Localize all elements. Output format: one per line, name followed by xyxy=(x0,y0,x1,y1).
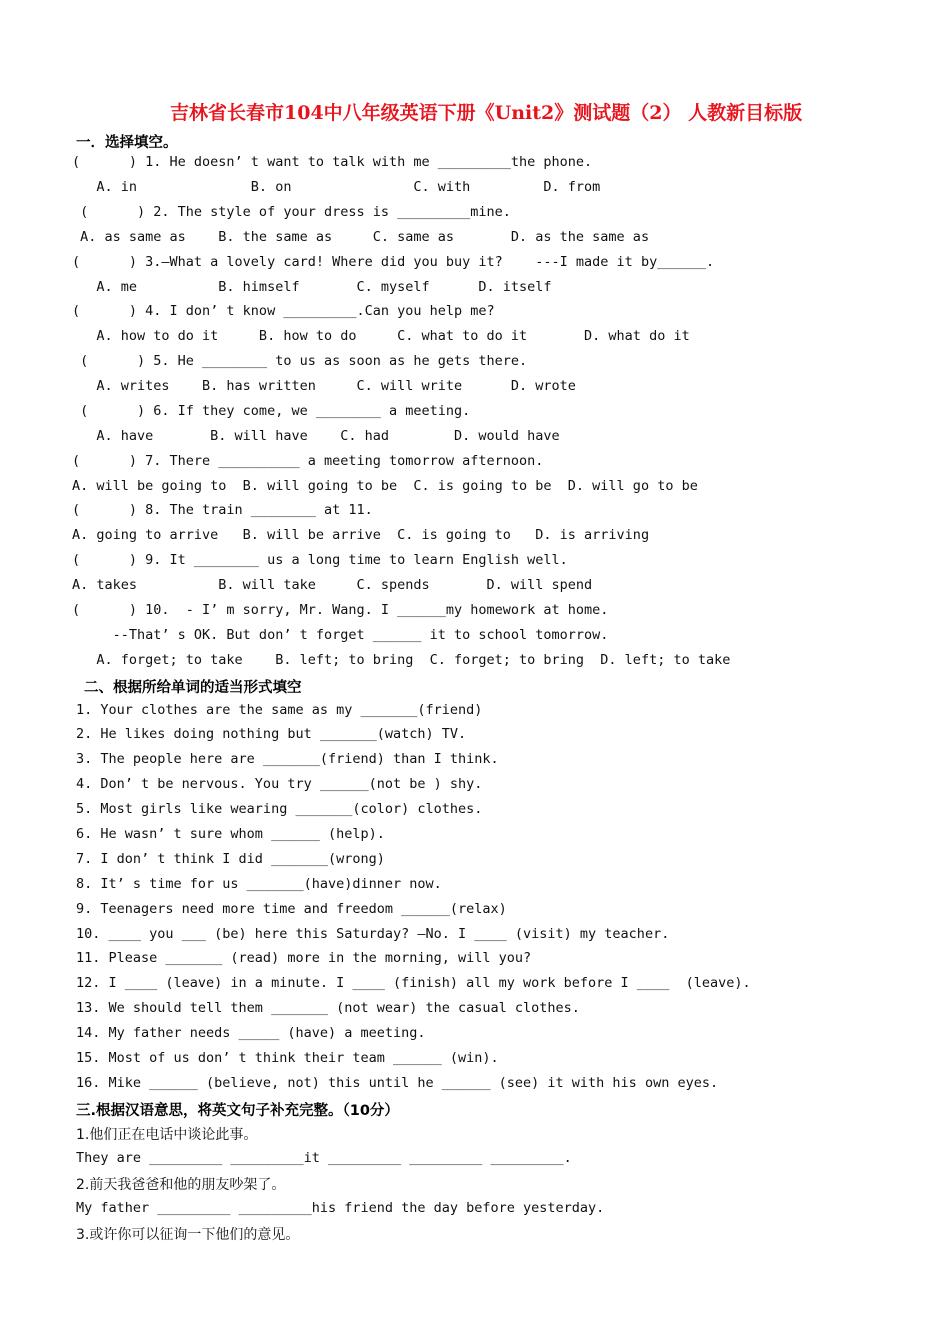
question-line: ( ) 6. If they come, we ________ a meeting. xyxy=(72,403,471,419)
fill-in-line: 3. The people here are _______(friend) than I think. xyxy=(76,751,499,767)
document-title: 吉林省长春市104中八年级英语下册《Unit2》测试题（2） 人教新目标版 xyxy=(170,102,803,124)
fill-in-line: 4. Don’ t be nervous. You try ______(not be ) shy. xyxy=(76,776,483,792)
question-line: ( ) 2. The style of your dress is _________mine. xyxy=(72,204,511,220)
fill-in-line: 10. ____ you ___ (be) here this Saturday? —No. I ____ (visit) my teacher. xyxy=(76,926,670,942)
fill-in-line: 11. Please _______ (read) more in the morning, will you? xyxy=(76,950,532,966)
options-line: A. in B. on C. with D. from xyxy=(72,179,601,195)
options-line: A. how to do it B. how to do C. what to do it D. what do it xyxy=(72,328,690,344)
question-line: --That’ s OK. But don’ t forget ______ it to school tomorrow. xyxy=(72,627,609,643)
options-line: A. have B. will have C. had D. would have xyxy=(72,428,560,444)
chinese-prompt: 2.前天我爸爸和他的朋友吵架了。 xyxy=(76,1177,286,1193)
english-blank-line: They are _________ _________it _________ _________ _________. xyxy=(76,1150,572,1166)
fill-in-line: 1. Your clothes are the same as my _______(friend) xyxy=(76,702,483,718)
question-line: ( ) 10. - I’ m sorry, Mr. Wang. I ______my homework at home. xyxy=(72,602,609,618)
question-line: ( ) 1. He doesn’ t want to talk with me _________the phone. xyxy=(72,154,593,170)
options-line: A. will be going to B. will going to be C. is going to be D. will go to be xyxy=(72,478,698,494)
chinese-prompt: 1.他们正在电话中谈论此事。 xyxy=(76,1127,258,1143)
fill-in-line: 7. I don’ t think I did _______(wrong) xyxy=(76,851,385,867)
options-line: A. me B. himself C. myself D. itself xyxy=(72,279,552,295)
chinese-prompt: 3.或许你可以征询一下他们的意见。 xyxy=(76,1227,300,1243)
question-line: ( ) 4. I don’ t know _________.Can you help me? xyxy=(72,303,495,319)
fill-in-line: 15. Most of us don’ t think their team ______ (win). xyxy=(76,1050,499,1066)
fill-in-line: 13. We should tell them _______ (not wear) the casual clothes. xyxy=(76,1000,580,1016)
options-line: A. as same as B. the same as C. same as D. as the same as xyxy=(72,229,650,245)
section2-heading: 二、根据所给单词的适当形式填空 xyxy=(84,680,302,696)
question-line: ( ) 3.—What a lovely card! Where did you buy it? ---I made it by______. xyxy=(72,254,715,270)
question-line: ( ) 7. There __________ a meeting tomorrow afternoon. xyxy=(72,453,544,469)
english-blank-line: My father _________ _________his friend the day before yesterday. xyxy=(76,1200,605,1216)
fill-in-line: 14. My father needs _____ (have) a meeting. xyxy=(76,1025,426,1041)
section3-heading: 三.根据汉语意思，将英文句子补充完整。（10分） xyxy=(76,1103,399,1119)
fill-in-line: 6. He wasn’ t sure whom ______ (help). xyxy=(76,826,385,842)
options-line: A. forget; to take B. left; to bring C. forget; to bring D. left; to take xyxy=(72,652,731,668)
fill-in-line: 5. Most girls like wearing _______(color) clothes. xyxy=(76,801,483,817)
section1-heading: 一．选择填空。 xyxy=(76,135,178,151)
fill-in-line: 16. Mike ______ (believe, not) this until he ______ (see) it with his own eyes. xyxy=(76,1075,719,1091)
question-line: ( ) 8. The train ________ at 11. xyxy=(72,502,373,518)
question-line: ( ) 9. It ________ us a long time to learn English well. xyxy=(72,552,568,568)
options-line: A. going to arrive B. will be arrive C. is going to D. is arriving xyxy=(72,527,650,543)
fill-in-line: 9. Teenagers need more time and freedom ______(relax) xyxy=(76,901,507,917)
fill-in-line: 12. I ____ (leave) in a minute. I ____ (finish) all my work before I ____ (leave). xyxy=(76,975,751,991)
options-line: A. takes B. will take C. spends D. will spend xyxy=(72,577,593,593)
question-line: ( ) 5. He ________ to us as soon as he gets there. xyxy=(72,353,528,369)
fill-in-line: 2. He likes doing nothing but _______(watch) TV. xyxy=(76,726,467,742)
options-line: A. writes B. has written C. will write D. wrote xyxy=(72,378,576,394)
fill-in-line: 8. It’ s time for us _______(have)dinner now. xyxy=(76,876,442,892)
